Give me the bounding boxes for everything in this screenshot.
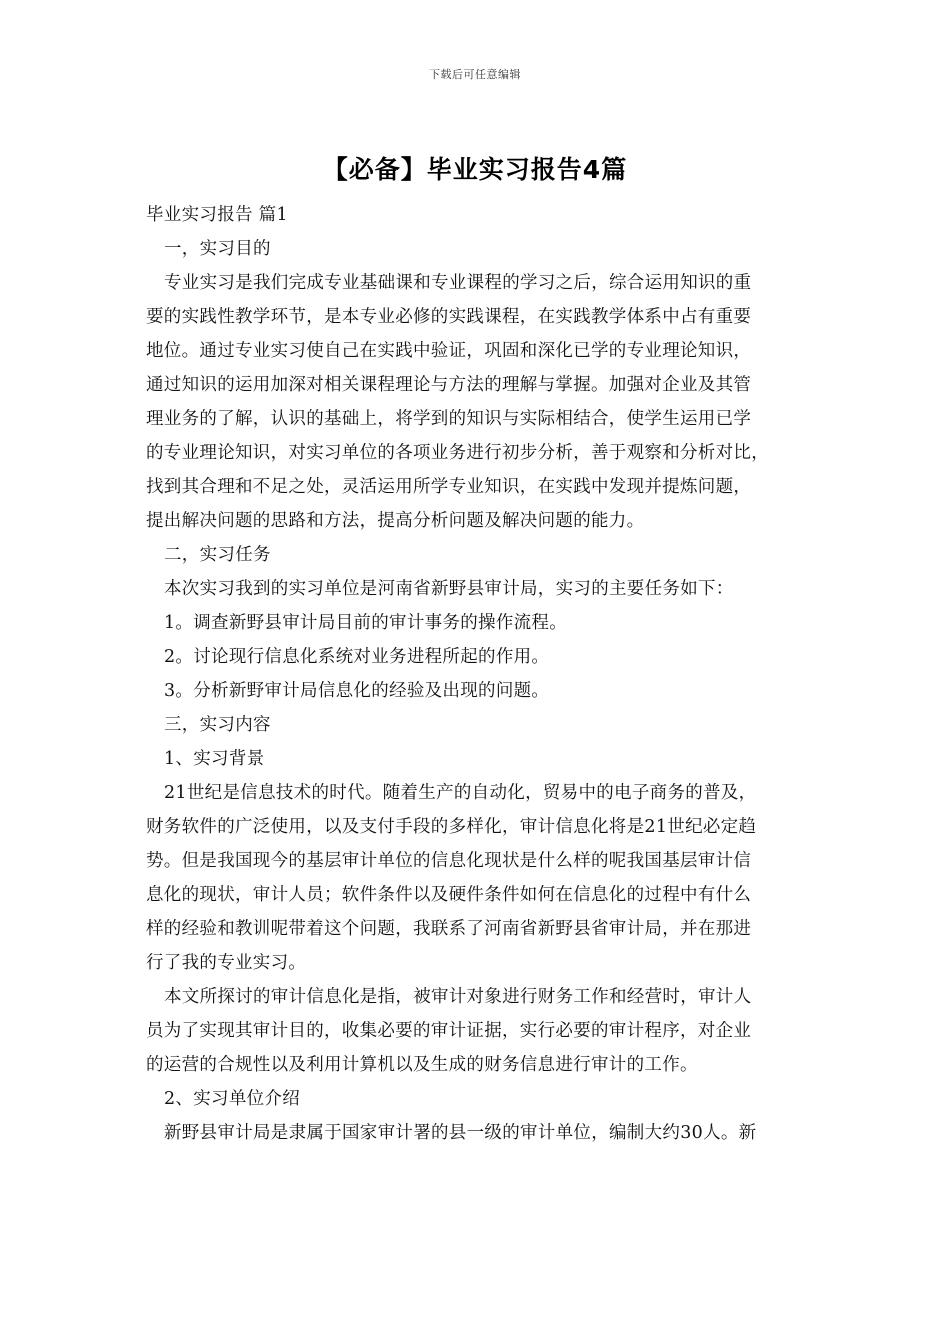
- document-body: [146, 198, 818, 1150]
- text-line: 3。分析新野审计局信息化的经验及出现的问题。: [164, 681, 550, 701]
- text-line: 地位。通过专业实习使自己在实践中验证，巩固和深化已学的专业理论知识，: [146, 341, 752, 361]
- text-line: 本次实习我到的实习单位是河南省新野县审计局，实习的主要任务如下：: [164, 579, 734, 599]
- text-line: 找到其合理和不足之处，灵活运用所学专业知识，在实践中发现并提炼问题，: [146, 477, 752, 497]
- text-line: 新野县审计局是隶属于国家审计署的县一级的审计单位，编制大约30人。新: [164, 1123, 757, 1143]
- text-line: 样的经验和教训呢带着这个问题，我联系了河南省新野县省审计局，并在那进: [146, 919, 752, 939]
- text-line: 的专业理论知识，对实习单位的各项业务进行初步分析，善于观察和分析对比，: [146, 443, 769, 463]
- text-line: 财务软件的广泛使用，以及支付手段的多样化，审计信息化将是21世纪必定趋: [146, 817, 757, 837]
- text-line: 专业实习是我们完成专业基础课和专业课程的学习之后，综合运用知识的重: [164, 273, 752, 293]
- text-line: 员为了实现其审计目的，收集必要的审计证据，实行必要的审计程序，对企业: [146, 1021, 752, 1041]
- text-line: 2。讨论现行信息化系统对业务进程所起的作用。: [164, 647, 550, 667]
- text-line: 1。调查新野县审计局目前的审计事务的操作流程。: [164, 613, 568, 633]
- text-line: 要的实践性教学环节，是本专业必修的实践课程，在实践教学体系中占有重要: [146, 307, 752, 327]
- text-line: 通过知识的运用加深对相关课程理论与方法的理解与掌握。加强对企业及其管: [146, 375, 752, 395]
- text-line: 的运营的合规性以及利用计算机以及生成的财务信息进行审计的工作。: [146, 1055, 698, 1075]
- text-line: 本文所探讨的审计信息化是指，被审计对象进行财务工作和经营时，审计人: [164, 987, 752, 1007]
- text-line: 势。但是我国现今的基层审计单位的信息化现状是什么样的呢我国基层审计信: [146, 851, 752, 871]
- text-line: 2、实习单位介绍: [164, 1089, 301, 1109]
- text-line: 二，实习任务: [164, 545, 271, 565]
- text-line: 一，实习目的: [164, 239, 271, 259]
- text-line: 息化的现状，审计人员；软件条件以及硬件条件如何在信息化的过程中有什么: [146, 885, 752, 905]
- text-line: 行了我的专业实习。: [146, 953, 307, 973]
- text-line: 21世纪是信息技术的时代。随着生产的自动化，贸易中的电子商务的普及，: [164, 783, 757, 803]
- text-line: 三，实习内容: [164, 715, 271, 735]
- text-line: 提出解决问题的思路和方法，提高分析问题及解决问题的能力。: [146, 511, 645, 531]
- text-line: 1、实习背景: [164, 749, 265, 769]
- document-title: 【必备】毕业实习报告4篇: [322, 155, 628, 184]
- text-line: 理业务的了解，认识的基础上，将学到的知识与实际相结合，使学生运用已学: [146, 409, 752, 429]
- text-line: 毕业实习报告 篇1: [146, 205, 288, 225]
- header-note: 下载后可任意编辑: [429, 68, 521, 81]
